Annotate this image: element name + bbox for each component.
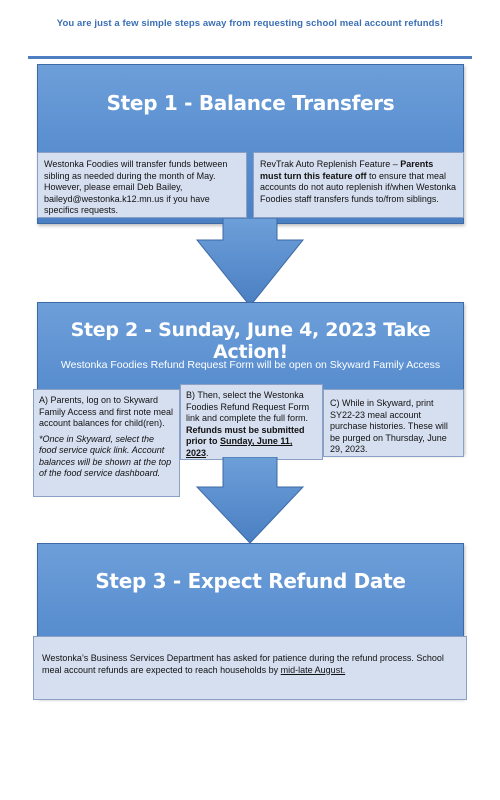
down-arrow-1 xyxy=(195,218,305,308)
step1-left-text: Westonka Foodies will transfer funds between sibling as needed during the month of May. However, please email Deb Bailey, baileyd@westonka.k12.mn.us if you have specifics requests. xyxy=(44,159,228,215)
step2-box-b xyxy=(180,384,323,460)
step2-box-a xyxy=(33,389,180,497)
step1-right-bold: Parents must turn this feature off xyxy=(260,159,434,181)
step3-box xyxy=(33,636,467,700)
step2-subtitle: Westonka Foodies Refund Request Form will be open on Skyward Family Access xyxy=(60,359,441,371)
step2-b-date: Sunday, June 11, 2023 xyxy=(186,436,293,458)
step3-text: Westonka’s Business Services Department has asked for patience during the refund process. School meal account refunds are expected to reach households by xyxy=(42,653,444,675)
step2-b-bold: Refunds must be submitted prior to xyxy=(186,424,305,446)
step1-right-pre: RevTrak Auto Replenish Feature – xyxy=(260,159,401,169)
step2-c-text: C) While in Skyward, print SY22-23 meal account purchase histories. These will be purged on Thursday, June 29, 2023. xyxy=(330,398,448,454)
step2-a-text: A) Parents, log on to Skyward Family Access and first note meal account balances for child(ren). xyxy=(39,395,174,428)
step2-b-end: . xyxy=(206,447,209,458)
step3-title: Step 3 - Expect Refund Date xyxy=(95,569,406,593)
down-arrow-2 xyxy=(195,457,305,545)
step2-b-text: B) Then, select the Westonka Foodies Refund Request Form link and complete the full form. xyxy=(186,390,310,423)
step3-date: mid-late August. xyxy=(280,664,346,675)
step2-a-note: *Once in Skyward, select the food service quick link. Account balances will be shown at the top of the food service dashboard. xyxy=(39,433,172,478)
top-banner: You are just a few simple steps away from requesting school meal account refunds! xyxy=(56,18,444,29)
step1-right-post: to ensure that meal accounts do not auto replenish if/when Westonka Foodies staff transfers funds to/from siblings. xyxy=(260,170,456,204)
step2-title: Step 2 - Sunday, June 4, 2023 Take Action! xyxy=(70,319,431,363)
step1-title: Step 1 - Balance Transfers xyxy=(106,91,395,115)
step2-box-c xyxy=(323,389,464,457)
step1-left-box xyxy=(37,152,247,218)
header-rule xyxy=(28,56,472,59)
step1-right-box xyxy=(253,152,464,218)
